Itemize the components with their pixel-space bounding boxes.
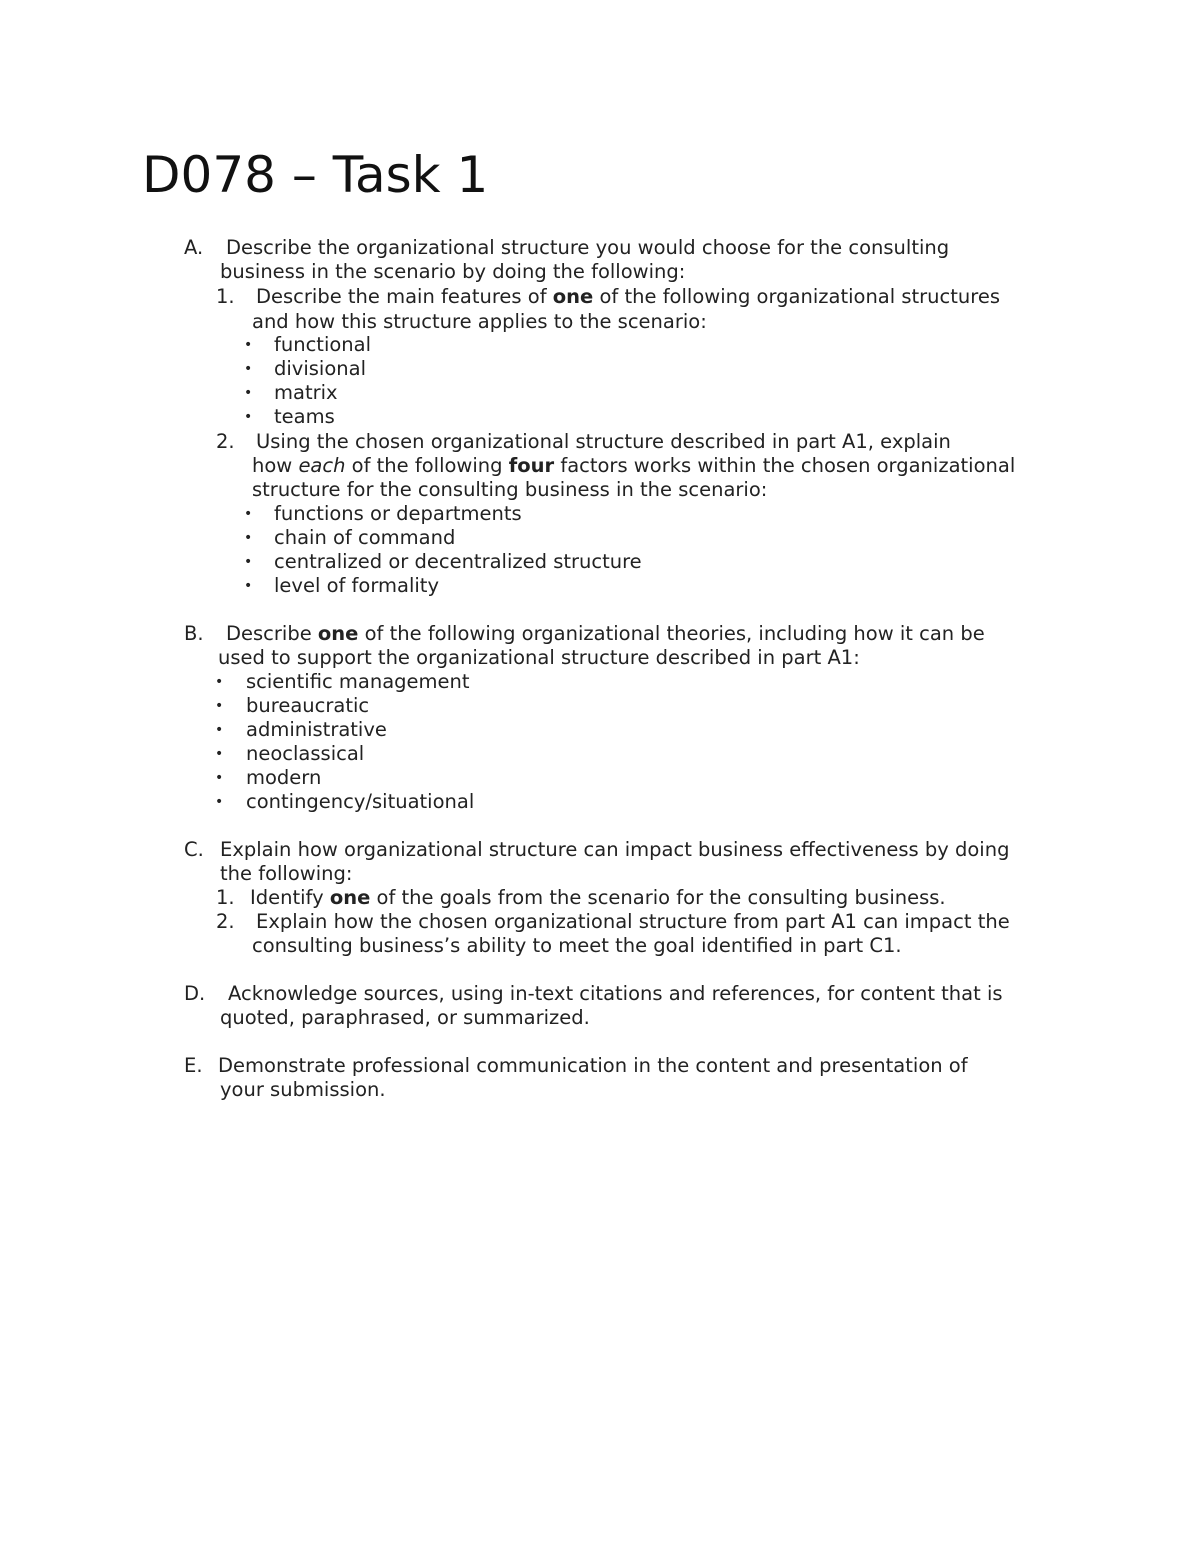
section-a-item-2-line-3: structure for the consulting business in the scenario: xyxy=(252,478,768,501)
list-item: modern xyxy=(246,766,322,789)
section-a-text-line-1: Describe the organizational structure you would choose for the consulting xyxy=(226,236,950,259)
section-c-item-2-marker: 2. xyxy=(216,910,235,933)
list-item: scientific management xyxy=(246,670,470,693)
page-title: D078 – Task 1 xyxy=(142,146,489,204)
list-item: administrative xyxy=(246,718,387,741)
section-a-text-line-2: business in the scenario by doing the following: xyxy=(220,260,686,283)
section-a-marker: A. xyxy=(184,236,204,259)
list-item: divisional xyxy=(274,357,366,380)
bullet-icon: • xyxy=(244,409,253,425)
bullet-icon: • xyxy=(244,361,253,377)
bullet-icon: • xyxy=(244,578,253,594)
bullet-icon: • xyxy=(244,385,253,401)
section-d-line-2: quoted, paraphrased, or summarized. xyxy=(220,1006,590,1029)
section-b-line-1: Describe one of the following organizational theories, including how it can be xyxy=(226,622,985,645)
section-a-item-2-line-1: Using the chosen organizational structure described in part A1, explain xyxy=(256,430,951,453)
section-c-line-1: Explain how organizational structure can impact business effectiveness by doing xyxy=(220,838,1010,861)
section-a-item-2-marker: 2. xyxy=(216,430,235,453)
list-item: contingency/situational xyxy=(246,790,475,813)
bullet-icon: • xyxy=(215,698,224,714)
list-item: teams xyxy=(274,405,335,428)
list-item: centralized or decentralized structure xyxy=(274,550,642,573)
section-a-item-1-line-2: and how this structure applies to the scenario: xyxy=(252,310,707,333)
bullet-icon: • xyxy=(215,770,224,786)
section-e-marker: E. xyxy=(184,1054,203,1077)
bullet-icon: • xyxy=(244,530,253,546)
list-item: functional xyxy=(274,333,372,356)
section-e-line-1: Demonstrate professional communication in the content and presentation of xyxy=(218,1054,968,1077)
section-c-item-2-line-2: consulting business’s ability to meet the goal identified in part C1. xyxy=(252,934,902,957)
section-a-item-1-line-1: Describe the main features of one of the following organizational structures xyxy=(256,285,1001,308)
list-item: functions or departments xyxy=(274,502,522,525)
bullet-icon: • xyxy=(244,554,253,570)
section-d-marker: D. xyxy=(184,982,206,1005)
section-a-item-1-marker: 1. xyxy=(216,285,235,308)
section-e-line-2: your submission. xyxy=(220,1078,386,1101)
bullet-icon: • xyxy=(215,746,224,762)
section-a-item-2-line-2: how each of the following four factors works within the chosen organizational xyxy=(252,454,1016,477)
list-item: bureaucratic xyxy=(246,694,370,717)
list-item: neoclassical xyxy=(246,742,365,765)
bullet-icon: • xyxy=(215,794,224,810)
section-c-line-2: the following: xyxy=(220,862,353,885)
section-b-line-2: used to support the organizational structure described in part A1: xyxy=(218,646,860,669)
section-c-item-1-marker: 1. xyxy=(216,886,235,909)
list-item: matrix xyxy=(274,381,338,404)
section-c-marker: C. xyxy=(184,838,204,861)
section-c-item-1-line-1: Identify one of the goals from the scenario for the consulting business. xyxy=(250,886,946,909)
section-b-marker: B. xyxy=(184,622,204,645)
list-item: level of formality xyxy=(274,574,439,597)
bullet-icon: • xyxy=(244,506,253,522)
bullet-icon: • xyxy=(215,674,224,690)
bullet-icon: • xyxy=(244,337,253,353)
bullet-icon: • xyxy=(215,722,224,738)
list-item: chain of command xyxy=(274,526,456,549)
section-d-line-1: Acknowledge sources, using in-text citations and references, for content that is xyxy=(228,982,1003,1005)
section-c-item-2-line-1: Explain how the chosen organizational structure from part A1 can impact the xyxy=(256,910,1010,933)
